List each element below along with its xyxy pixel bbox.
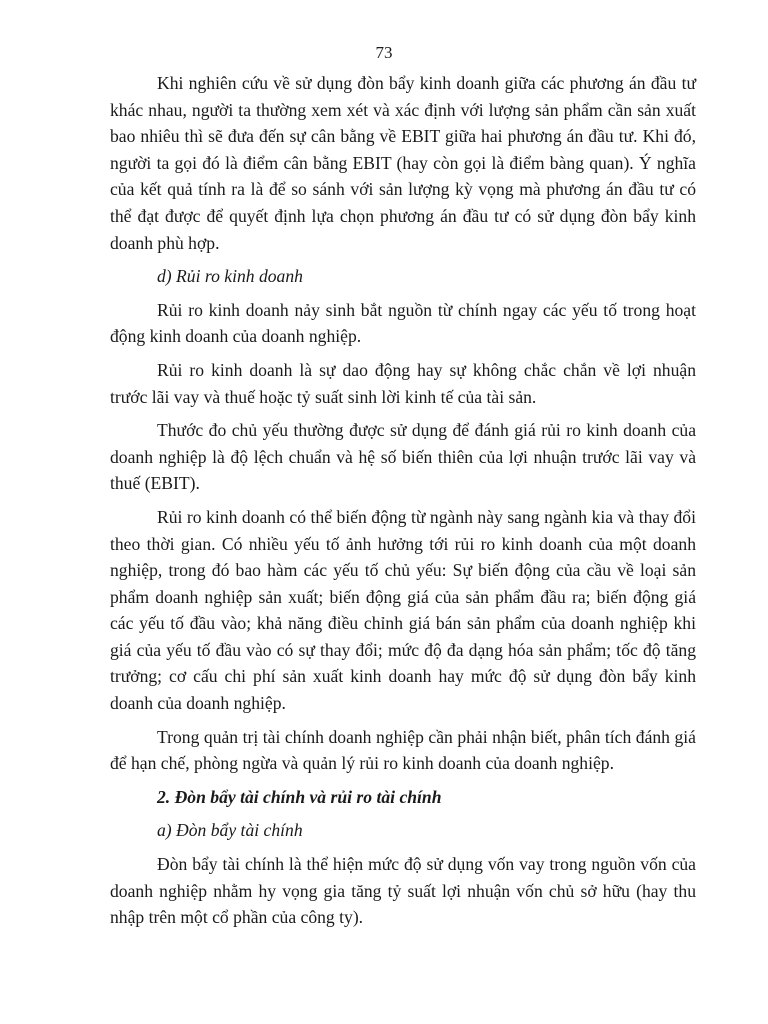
- page-body: [110, 70, 696, 938]
- paragraph-risk-management: Trong quản trị tài chính doanh nghiệp cần phải nhận biết, phân tích đánh giá để hạn chế, phòng ngừa và quản lý rủi ro kinh doanh của doanh nghiệp.: [110, 726, 696, 774]
- paragraph-risk-measure: Thước đo chủ yếu thường được sử dụng để đánh giá rủi ro kinh doanh của doanh nghiệp là độ lệch chuẩn và hệ số biến thiên của lợi nhuận trước lãi vay và thuế (EBIT).: [110, 420, 696, 494]
- paragraph-risk-origin: Rủi ro kinh doanh nảy sinh bắt nguồn từ chính ngay các yếu tố trong hoạt động kinh doanh của doanh nghiệp.: [110, 299, 696, 347]
- paragraph-ebit-balance: Khi nghiên cứu về sử dụng đòn bẩy kinh doanh giữa các phương án đầu tư khác nhau, người ta thường xem xét và xác định với lượng sản phẩm cần sản xuất bao nhiêu thì sẽ đưa đến sự cân bằng về EBIT giữa hai phương án đầu tư. Khi đó, người ta gọi đó là điểm cân bằng EBIT (hay còn gọi là điểm bàng quan). Ý nghĩa của kết quả tính ra là để so sánh với sản lượng kỳ vọng mà phương án đầu tư có thể đạt được để quyết định lựa chọn phương án đầu tư có sử dụng đòn bẩy kinh doanh phù hợp.: [110, 73, 696, 253]
- paragraph-risk-factors: Rủi ro kinh doanh có thể biến động từ ngành này sang ngành kia và thay đổi theo thời gian. Có nhiều yếu tố ảnh hưởng tới rủi ro kinh doanh của một doanh nghiệp, trong đó bao hàm các yếu tố chủ yếu: Sự biến động của cầu về loại sản phẩm doanh nghiệp sản xuất; biến động giá của sản phẩm đầu ra; biến động giá các yếu tố đầu vào; khả năng điều chỉnh giá bán sản phẩm của doanh nghiệp khi giá của yếu tố đầu vào có sự thay đổi; mức độ đa dạng hóa sản phẩm; tốc độ tăng trưởng; cơ cấu chi phí sản xuất kinh doanh hay mức độ sử dụng đòn bẩy kinh doanh của doanh nghiệp.: [110, 506, 696, 714]
- page-number: 73: [375, 43, 393, 62]
- paragraph-financial-leverage-definition: Đòn bẩy tài chính là thể hiện mức độ sử dụng vốn vay trong nguồn vốn của doanh nghiệp nhằm hy vọng gia tăng tỷ suất lợi nhuận vốn chủ sở hữu (hay thu nhập trên một cổ phần của công ty).: [110, 854, 696, 928]
- heading-financial-leverage-section: 2. Đòn bẩy tài chính và rủi ro tài chính: [157, 786, 442, 807]
- heading-financial-leverage: a) Đòn bẩy tài chính: [157, 820, 303, 841]
- paragraph-risk-definition: Rủi ro kinh doanh là sự dao động hay sự không chắc chắn về lợi nhuận trước lãi vay và thuế hoặc tỷ suất sinh lời kinh tế của tài sản.: [110, 359, 696, 407]
- heading-business-risk: d) Rủi ro kinh doanh: [157, 266, 303, 287]
